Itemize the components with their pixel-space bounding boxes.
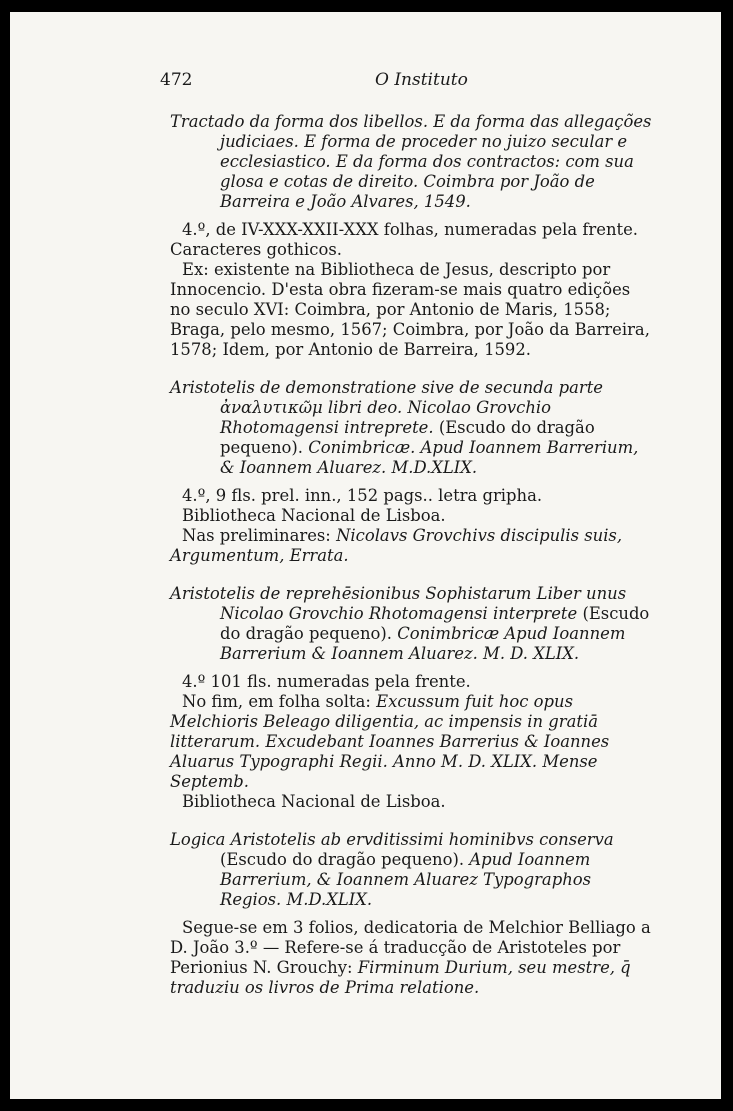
entry-description: Bibliotheca Nacional de Lisboa.	[182, 506, 446, 525]
entry-description: Ex: existente na Bibliotheca de Jesus, descripto por Innocencio. D'esta obra fizeram-se mais quatro edições no seculo XVI: Coimbra, por Antonio de Maris, 1558; Braga, pelo mesmo, 1567; Coimbra, por João da Barreira, 1578; Idem, por Antonio de Barreira, 1592.	[170, 260, 650, 359]
entry-description: Nas preliminares: Nicolavs Grovchivs discipulis suis, Argumentum, Errata.	[170, 526, 623, 565]
entry-description: Segue-se em 3 folios, dedicatoria de Melchior Belliago a D. João 3.º — Refere-se á traducção de Aristoteles por Perionius N. Grouchy: Firminum Durium, seu mestre, q̄ traduziu os livros de Prima relatione.	[170, 918, 651, 997]
bibliographic-entry	[170, 112, 655, 360]
entry-description: 4.º, de IV-XXX-XXII-XXX folhas, numeradas pela frente. Caracteres gothicos.	[170, 220, 639, 259]
entry-title: Tractado da forma dos libellos. E da forma das allegações judiciaes. E forma de proceder no juizo secular e ecclesiastico. E da forma dos contractos: com sua glosa e cotas de direito. Coimbra por João de Barreira e João Alvares, 1549.	[170, 112, 652, 211]
page-number: 472	[160, 70, 193, 90]
entry-title: Logica Aristotelis ab ervditissimi hominibvs conserva (Escudo do dragão pequeno). Apud Ioannem Barrerium, & Ioannem Aluarez Typographos Regios. M.D.XLIX.	[170, 830, 614, 909]
page-body	[170, 112, 655, 998]
entry-description: 4.º 101 fls. numeradas pela frente.	[182, 672, 471, 691]
bibliographic-entry	[170, 584, 655, 812]
entry-description: 4.º, 9 fls. prel. inn., 152 pags.. letra gripha.	[182, 486, 543, 505]
bibliographic-entry	[170, 830, 655, 998]
page-header	[160, 70, 661, 94]
running-title: O Instituto	[375, 70, 468, 90]
entry-title: Aristotelis de demonstratione sive de secunda parte ἀναλυτικῶμ libri deo. Nicolao Grovchio Rhotomagensi intreprete. (Escudo do dragão pequeno). Conimbricæ. Apud Ioannem Barrerium, & Ioannem Aluarez. M.D.XLIX.	[170, 378, 639, 477]
entry-title: Aristotelis de reprehēsionibus Sophistarum Liber unus Nicolao Grovchio Rhotomagensi interprete (Escudo do dragão pequeno). Conimbricæ Apud Ioannem Barrerium & Ioannem Aluarez. M. D. XLIX.	[170, 584, 650, 663]
entry-description: No fim, em folha solta: Excussum fuit hoc opus Melchioris Beleago diligentia, ac impensis in gratiā litterarum. Excudebant Ioannes Barrerius & Ioannes Aluarus Typographi Regii. Anno M. D. XLIX. Mense Septemb.	[170, 692, 610, 791]
entry-description: Bibliotheca Nacional de Lisboa.	[182, 792, 446, 811]
bibliographic-entry	[170, 378, 655, 566]
document-page	[10, 12, 721, 1099]
